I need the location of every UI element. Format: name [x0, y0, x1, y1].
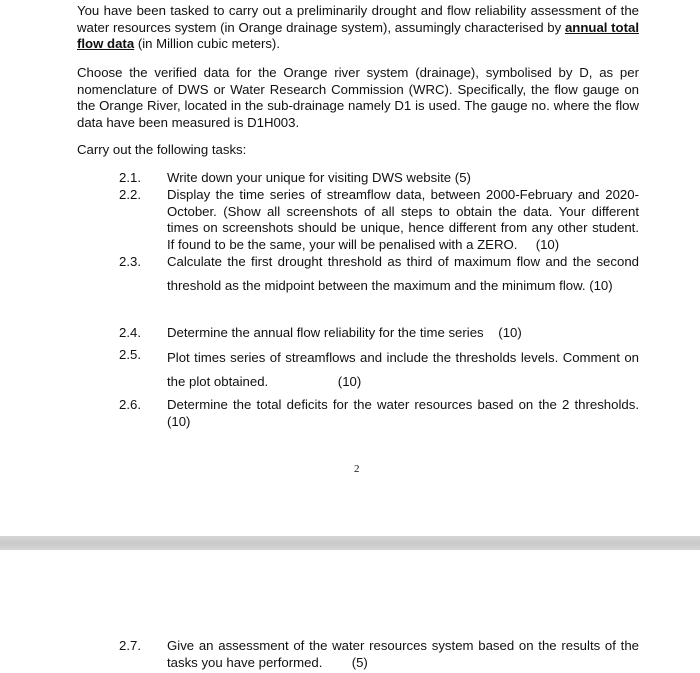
- task-number: 2.7.: [119, 638, 141, 653]
- task-number: 2.5.: [119, 347, 141, 362]
- task-number: 2.3.: [119, 254, 141, 269]
- context-paragraph: Choose the verified data for the Orange river system (drainage), symbolised by D, as per nomenclature of DWS or Water Research Commission (WRC). Specifically, the flow gauge on the Orange River, located in the sub-drainage namely D1 is used. The gauge no. where the flow data have been measured is D1H003.: [77, 65, 639, 130]
- task-number: 2.6.: [119, 397, 141, 412]
- page-number: 2: [354, 463, 360, 475]
- intro-text-2: (in Million cubic meters).: [134, 36, 280, 51]
- intro-paragraph: [77, 3, 639, 53]
- task-number: 2.1.: [119, 170, 141, 185]
- intro-emphasis: annual total flow data: [77, 19, 639, 51]
- task-text: Give an assessment of the water resources system based on the results of the tasks you have performed. (5): [167, 638, 639, 670]
- task-text: Write down your unique for visiting DWS website (5): [167, 170, 471, 185]
- task-text: Plot times series of streamflows and include the thresholds levels. Comment on the plot obtained. (10): [167, 350, 639, 389]
- task-text: Determine the total deficits for the water resources based on the 2 thresholds. (10): [167, 397, 639, 429]
- task-text: Calculate the first drought threshold as third of maximum flow and the second threshold as the midpoint between the maximum and the minimum flow. (10): [167, 254, 639, 293]
- tasks-lead: Carry out the following tasks:: [77, 142, 247, 157]
- page-separator: [0, 536, 700, 550]
- intro-text-1: You have been tasked to carry out a preliminarily drought and flow reliability assessment of the water resources system (in Orange drainage system), assumingly characterised by: [77, 3, 639, 35]
- task-number: 2.4.: [119, 325, 141, 340]
- task-text: Display the time series of streamflow data, between 2000-February and 2020-October. (Show all screenshots of all steps to obtain the data. Your different times on screenshots should be unique, hence different from any other student. If found to be the same, your will be penalised with a ZERO. (10): [167, 187, 639, 252]
- task-number: 2.2.: [119, 187, 141, 202]
- task-text: Determine the annual flow reliability for the time series (10): [167, 325, 522, 340]
